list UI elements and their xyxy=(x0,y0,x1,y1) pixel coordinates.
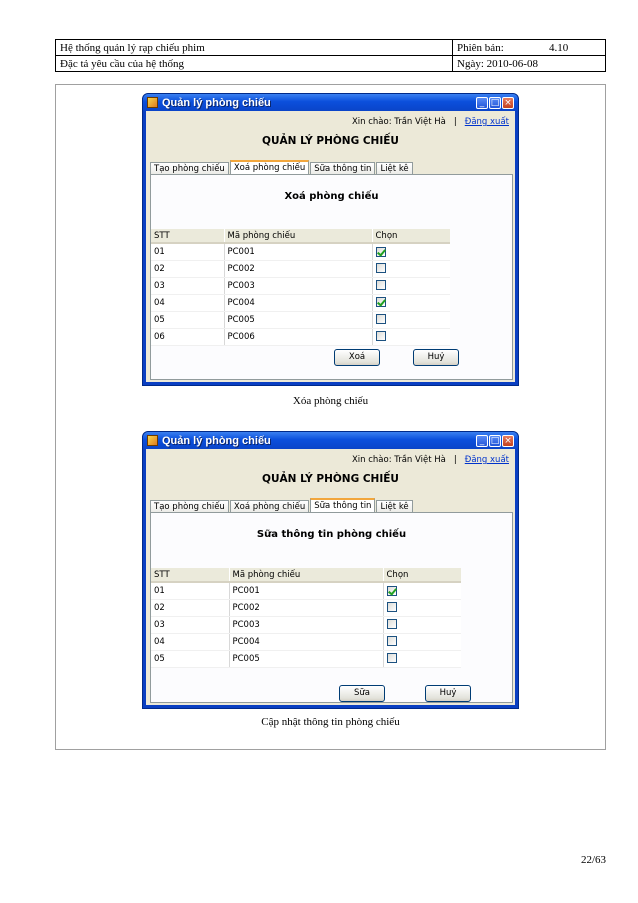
row-stt: 01 xyxy=(151,582,229,599)
maximize-icon[interactable]: □ xyxy=(490,97,500,108)
select-checkbox[interactable] xyxy=(376,297,386,307)
page-number: 22/63 xyxy=(580,854,606,866)
row-select-cell xyxy=(383,599,461,616)
panel-subtitle: Xoá phòng chiếu xyxy=(284,191,379,202)
greeting-bar xyxy=(352,117,509,127)
row-stt: 04 xyxy=(151,294,224,311)
table-row[interactable] xyxy=(151,294,450,311)
row-stt: 03 xyxy=(151,616,229,633)
table-row[interactable] xyxy=(151,650,461,667)
table-row[interactable] xyxy=(151,311,450,328)
tab-0[interactable]: Tạo phòng chiếu xyxy=(150,500,229,514)
panel-subtitle: Sữa thông tin phòng chiếu xyxy=(256,529,407,540)
version-label: Phiên bản: xyxy=(457,41,504,54)
window-title: Quản lý phòng chiếu xyxy=(162,96,271,109)
tab-panel xyxy=(150,512,513,703)
maximize-icon[interactable]: □ xyxy=(490,435,500,446)
select-checkbox[interactable] xyxy=(376,247,386,257)
document-header xyxy=(55,39,606,72)
version-value: 4.10 xyxy=(549,41,569,54)
row-select-cell xyxy=(383,616,461,633)
select-checkbox[interactable] xyxy=(387,602,397,612)
row-stt: 01 xyxy=(151,243,224,260)
table-row[interactable] xyxy=(151,277,450,294)
system-name: Hệ thống quản lý rạp chiếu phim xyxy=(56,40,453,56)
version-cell xyxy=(453,40,606,56)
delete-room-window[interactable] xyxy=(142,93,519,386)
tab-0[interactable]: Tạo phòng chiếu xyxy=(150,162,229,176)
minimize-icon[interactable]: _ xyxy=(476,97,488,109)
row-stt: 04 xyxy=(151,633,229,650)
row-room-code[interactable]: PC004 xyxy=(229,633,383,650)
title-bar[interactable] xyxy=(143,94,518,111)
caption-edit: Cập nhật thông tin phòng chiếu xyxy=(261,716,400,728)
app-icon xyxy=(147,435,158,446)
row-stt: 06 xyxy=(151,328,224,345)
row-room-code[interactable]: PC004 xyxy=(224,294,372,311)
row-select-cell xyxy=(383,582,461,599)
row-select-cell xyxy=(372,243,450,260)
select-checkbox[interactable] xyxy=(387,619,397,629)
primary-action-button[interactable]: Sữa xyxy=(339,685,385,702)
row-room-code[interactable]: PC006 xyxy=(224,328,372,345)
row-stt: 05 xyxy=(151,650,229,667)
cancel-button[interactable]: Huỷ xyxy=(413,349,459,366)
row-room-code[interactable]: PC002 xyxy=(224,260,372,277)
row-select-cell xyxy=(372,294,450,311)
app-icon xyxy=(147,97,158,108)
date-cell: Ngày: 2010-06-08 xyxy=(453,56,606,72)
window-client xyxy=(146,111,515,382)
window-client xyxy=(146,449,515,705)
row-stt: 05 xyxy=(151,311,224,328)
tab-1[interactable]: Xoá phòng chiếu xyxy=(230,500,309,514)
row-select-cell xyxy=(383,650,461,667)
logout-link[interactable]: Đăng xuất xyxy=(464,117,509,127)
select-checkbox[interactable] xyxy=(387,636,397,646)
app-title: QUẢN LÝ PHÒNG CHIẾU xyxy=(262,135,399,147)
row-room-code[interactable]: PC001 xyxy=(229,582,383,599)
table-row[interactable] xyxy=(151,260,450,277)
row-select-cell xyxy=(372,277,450,294)
greeting-separator: | xyxy=(453,455,457,465)
row-select-cell xyxy=(383,633,461,650)
greeting-text: Xin chào: Trần Việt Hà xyxy=(351,455,446,465)
table-row[interactable] xyxy=(151,328,450,345)
row-room-code[interactable]: PC003 xyxy=(229,616,383,633)
close-icon[interactable]: × xyxy=(502,97,514,109)
window-title: Quản lý phòng chiếu xyxy=(162,434,271,447)
table-row[interactable] xyxy=(151,243,450,260)
table-row[interactable] xyxy=(151,582,461,599)
column-header-0[interactable]: STT xyxy=(151,229,224,243)
row-room-code[interactable]: PC001 xyxy=(224,243,372,260)
tab-panel xyxy=(150,174,513,380)
table-row[interactable] xyxy=(151,633,461,650)
greeting-separator: | xyxy=(453,117,457,127)
tab-3[interactable]: Liệt kê xyxy=(376,162,412,176)
greeting-bar xyxy=(352,455,509,465)
column-header-2[interactable]: Chọn xyxy=(372,229,450,243)
row-room-code[interactable]: PC005 xyxy=(229,650,383,667)
logout-link[interactable]: Đăng xuất xyxy=(464,455,509,465)
tab-2[interactable]: Sữa thông tin xyxy=(310,162,375,176)
window-controls xyxy=(476,97,514,109)
spec-title: Đặc tả yêu cầu của hệ thống xyxy=(56,56,453,72)
row-room-code[interactable]: PC003 xyxy=(224,277,372,294)
row-select-cell xyxy=(372,328,450,345)
row-stt: 02 xyxy=(151,599,229,616)
greeting-text: Xin chào: Trần Việt Hà xyxy=(351,117,446,127)
title-bar[interactable] xyxy=(143,432,518,449)
select-checkbox[interactable] xyxy=(387,653,397,663)
app-title: QUẢN LÝ PHÒNG CHIẾU xyxy=(262,473,399,485)
select-checkbox[interactable] xyxy=(376,280,386,290)
column-header-0[interactable]: STT xyxy=(151,568,229,582)
row-room-code[interactable]: PC005 xyxy=(224,311,372,328)
tab-1[interactable]: Xoá phòng chiếu xyxy=(230,160,309,177)
room-grid xyxy=(151,229,450,346)
tab-3[interactable]: Liệt kê xyxy=(376,500,412,514)
table-row[interactable] xyxy=(151,616,461,633)
select-checkbox[interactable] xyxy=(376,331,386,341)
room-grid xyxy=(151,568,461,668)
column-header-1[interactable]: Mã phòng chiếu xyxy=(224,229,372,243)
column-header-2[interactable]: Chọn xyxy=(383,568,461,582)
close-icon[interactable]: × xyxy=(502,435,514,447)
tab-2[interactable]: Sữa thông tin xyxy=(310,498,375,515)
row-select-cell xyxy=(372,260,450,277)
row-room-code[interactable]: PC002 xyxy=(229,599,383,616)
edit-room-window[interactable] xyxy=(142,431,519,709)
minimize-icon[interactable]: _ xyxy=(476,435,488,447)
select-checkbox[interactable] xyxy=(376,314,386,324)
row-select-cell xyxy=(372,311,450,328)
row-stt: 02 xyxy=(151,260,224,277)
cancel-button[interactable]: Huỷ xyxy=(425,685,471,702)
select-checkbox[interactable] xyxy=(387,586,397,596)
table-row[interactable] xyxy=(151,599,461,616)
select-checkbox[interactable] xyxy=(376,263,386,273)
window-controls xyxy=(476,435,514,447)
caption-delete: Xóa phòng chiếu xyxy=(292,395,369,407)
column-header-1[interactable]: Mã phòng chiếu xyxy=(229,568,383,582)
row-stt: 03 xyxy=(151,277,224,294)
primary-action-button[interactable]: Xoá xyxy=(334,349,380,366)
